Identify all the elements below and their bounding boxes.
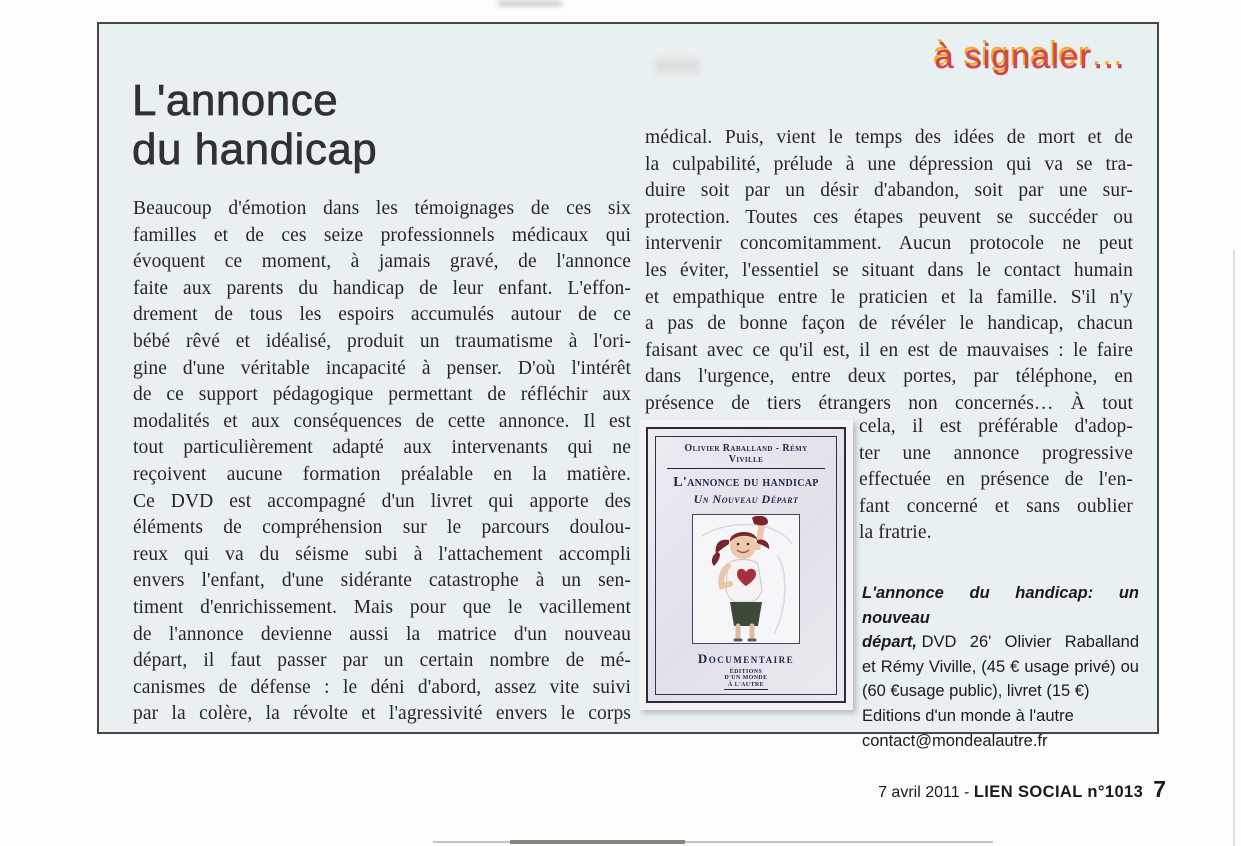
text-line: envers l'enfant, d'une sidérante catastrophe à un sen- bbox=[133, 570, 631, 592]
page-title bbox=[132, 76, 377, 174]
dvd-title: L'annonce du handicap bbox=[673, 475, 819, 490]
text-line: faisant avec ce qu'il est, il en est de mauvaises : le faire bbox=[645, 339, 1133, 361]
dvd-genre-label: Documentaire bbox=[697, 650, 795, 666]
girl-illustration-svg bbox=[694, 516, 798, 642]
text-line: ter une annonce progressive bbox=[859, 442, 1133, 464]
dvd-caption bbox=[862, 581, 1139, 753]
dvd-authors: Olivier Raballand - Rémy Viville bbox=[667, 443, 825, 469]
text-line: bébé rêvé et idéalisé, produit un traumatisme à l'ori- bbox=[133, 330, 631, 352]
text-line: duire soit par un désir d'abandon, soit par une sur- bbox=[645, 180, 1133, 202]
dvd-cover bbox=[646, 427, 846, 703]
text-line: tout particulièrement adapté aux intervenants qui ne bbox=[133, 437, 631, 459]
dvd-publisher-line-2: D'UN MONDE bbox=[724, 675, 768, 681]
dvd-cover-photo bbox=[639, 420, 853, 710]
caption-bold-segment: départ, bbox=[862, 633, 918, 652]
text-line: reçoivent aucune formation préalable en la matière. bbox=[133, 463, 631, 485]
text-line: les éviter, l'essentiel se situant dans le contact humain bbox=[645, 259, 1133, 281]
caption-line bbox=[862, 679, 1139, 704]
caption-line bbox=[862, 729, 1139, 754]
scan-artifact-bottom-dark bbox=[510, 840, 685, 844]
text-line: familles et de ces seize professionnels médicaux qui bbox=[133, 224, 631, 246]
text-line: la fratrie. bbox=[859, 522, 932, 544]
footer-magazine-name: LIEN SOCIAL n°1013 bbox=[973, 783, 1144, 801]
article-box bbox=[97, 22, 1159, 750]
text-line: faite aux parents du handicap de leur enfant. L'effon- bbox=[133, 277, 631, 299]
text-line: de l'annonce devienne aussi la matrice d'un nouveau bbox=[133, 623, 631, 645]
girl-illustration bbox=[692, 514, 800, 644]
text-line: cela, il est préférable d'adop- bbox=[859, 416, 1133, 437]
caption-text-segment: Editions d'un monde à l'autre bbox=[862, 706, 1074, 725]
text-line: timent d'enrichissement. Mais pour que le vacillement bbox=[133, 596, 631, 618]
text-line: canismes de défense : le déni d'abord, assez vite suivi bbox=[133, 676, 631, 698]
text-line: évoquent ce moment, à jamais gravé, de l'annonce bbox=[133, 251, 631, 273]
dvd-subtitle: Un Nouveau Départ bbox=[693, 492, 799, 506]
scan-artifact-top bbox=[498, 0, 562, 7]
dvd-publisher-line-1: ÉDITIONS bbox=[729, 668, 763, 675]
text-line: et empathique entre le praticien et la famille. S'il n'y bbox=[645, 286, 1133, 308]
text-line: éléments de compréhension sur le parcours doulou- bbox=[133, 517, 631, 539]
scan-artifact-middle bbox=[655, 58, 699, 74]
page-title-line-2: du handicap bbox=[132, 125, 378, 174]
article-left-column bbox=[133, 196, 631, 728]
text-line: reux qui va du séisme subi à l'attachement accompli bbox=[133, 543, 631, 565]
text-line: Ce DVD est accompagné d'un livret qui apporte des bbox=[133, 490, 631, 512]
page-title-line-1: L'annonce bbox=[132, 76, 339, 125]
text-line: gine d'une véritable incapacité à penser. D'où l'intérêt bbox=[133, 357, 631, 379]
caption-text-segment: DVD 26' Olivier Raballand bbox=[921, 633, 1139, 652]
caption-line bbox=[862, 655, 1139, 680]
text-line: dans l'urgence, entre deux portes, par téléphone, en bbox=[645, 366, 1133, 388]
caption-text-segment: et Rémy Viville, (45 € usage privé) ou bbox=[862, 657, 1139, 676]
text-line: médical. Puis, vient le temps des idées de mort et de bbox=[645, 127, 1133, 148]
text-line: drement de tous les espoirs accumulés autour de ce bbox=[133, 304, 631, 326]
text-line: modalités et aux conséquences de cette annonce. Il est bbox=[133, 410, 631, 432]
text-line: la culpabilité, prélude à une dépression qui va se tra- bbox=[645, 153, 1133, 175]
caption-line bbox=[862, 704, 1139, 729]
text-line: par la colère, la révolte et l'agressivité envers le corps bbox=[133, 703, 631, 725]
article-right-column bbox=[645, 125, 1133, 418]
text-line: protection. Toutes ces étapes peuvent se succéder ou bbox=[645, 206, 1133, 228]
text-line: effectuée en présence de l'en- bbox=[859, 469, 1133, 491]
dvd-cover-inner-frame bbox=[655, 436, 837, 695]
section-label: à signaler… bbox=[934, 38, 1127, 76]
text-line: a pas de bonne façon de révéler le handicap, chacun bbox=[645, 313, 1133, 335]
dvd-publisher-mark bbox=[724, 669, 767, 691]
caption-text-segment: contact@mondealautre.fr bbox=[862, 731, 1048, 750]
caption-line bbox=[862, 581, 1139, 630]
text-line: Beaucoup d'émotion dans les témoignages de ces six bbox=[133, 198, 631, 219]
dvd-publisher-line-3: À L'AUTRE bbox=[727, 681, 765, 688]
text-line: de ce support pédagogique permettant de réfléchir aux bbox=[133, 384, 631, 406]
footer-date: 7 avril 2011 - bbox=[878, 784, 974, 801]
scan-artifact-right-edge bbox=[1233, 250, 1235, 846]
footer-page-number: 7 bbox=[1153, 776, 1166, 802]
text-line: départ, il faut passer par un certain nombre de mé- bbox=[133, 650, 631, 672]
caption-text-segment: (60 €usage public), livret (15 €) bbox=[862, 682, 1090, 701]
caption-line bbox=[862, 630, 1139, 655]
article-right-column-wrapped bbox=[859, 414, 1133, 547]
caption-bold-segment: L'annonce du handicap: un nouveau bbox=[862, 584, 1139, 627]
text-line: présence de tiers étrangers non concernés… À tout bbox=[645, 392, 1133, 414]
text-line: fant concerné et sans oublier bbox=[859, 495, 1133, 517]
page-footer bbox=[0, 776, 1166, 803]
text-line: intervenir concomitamment. Aucun protocole ne peut bbox=[645, 233, 1133, 255]
